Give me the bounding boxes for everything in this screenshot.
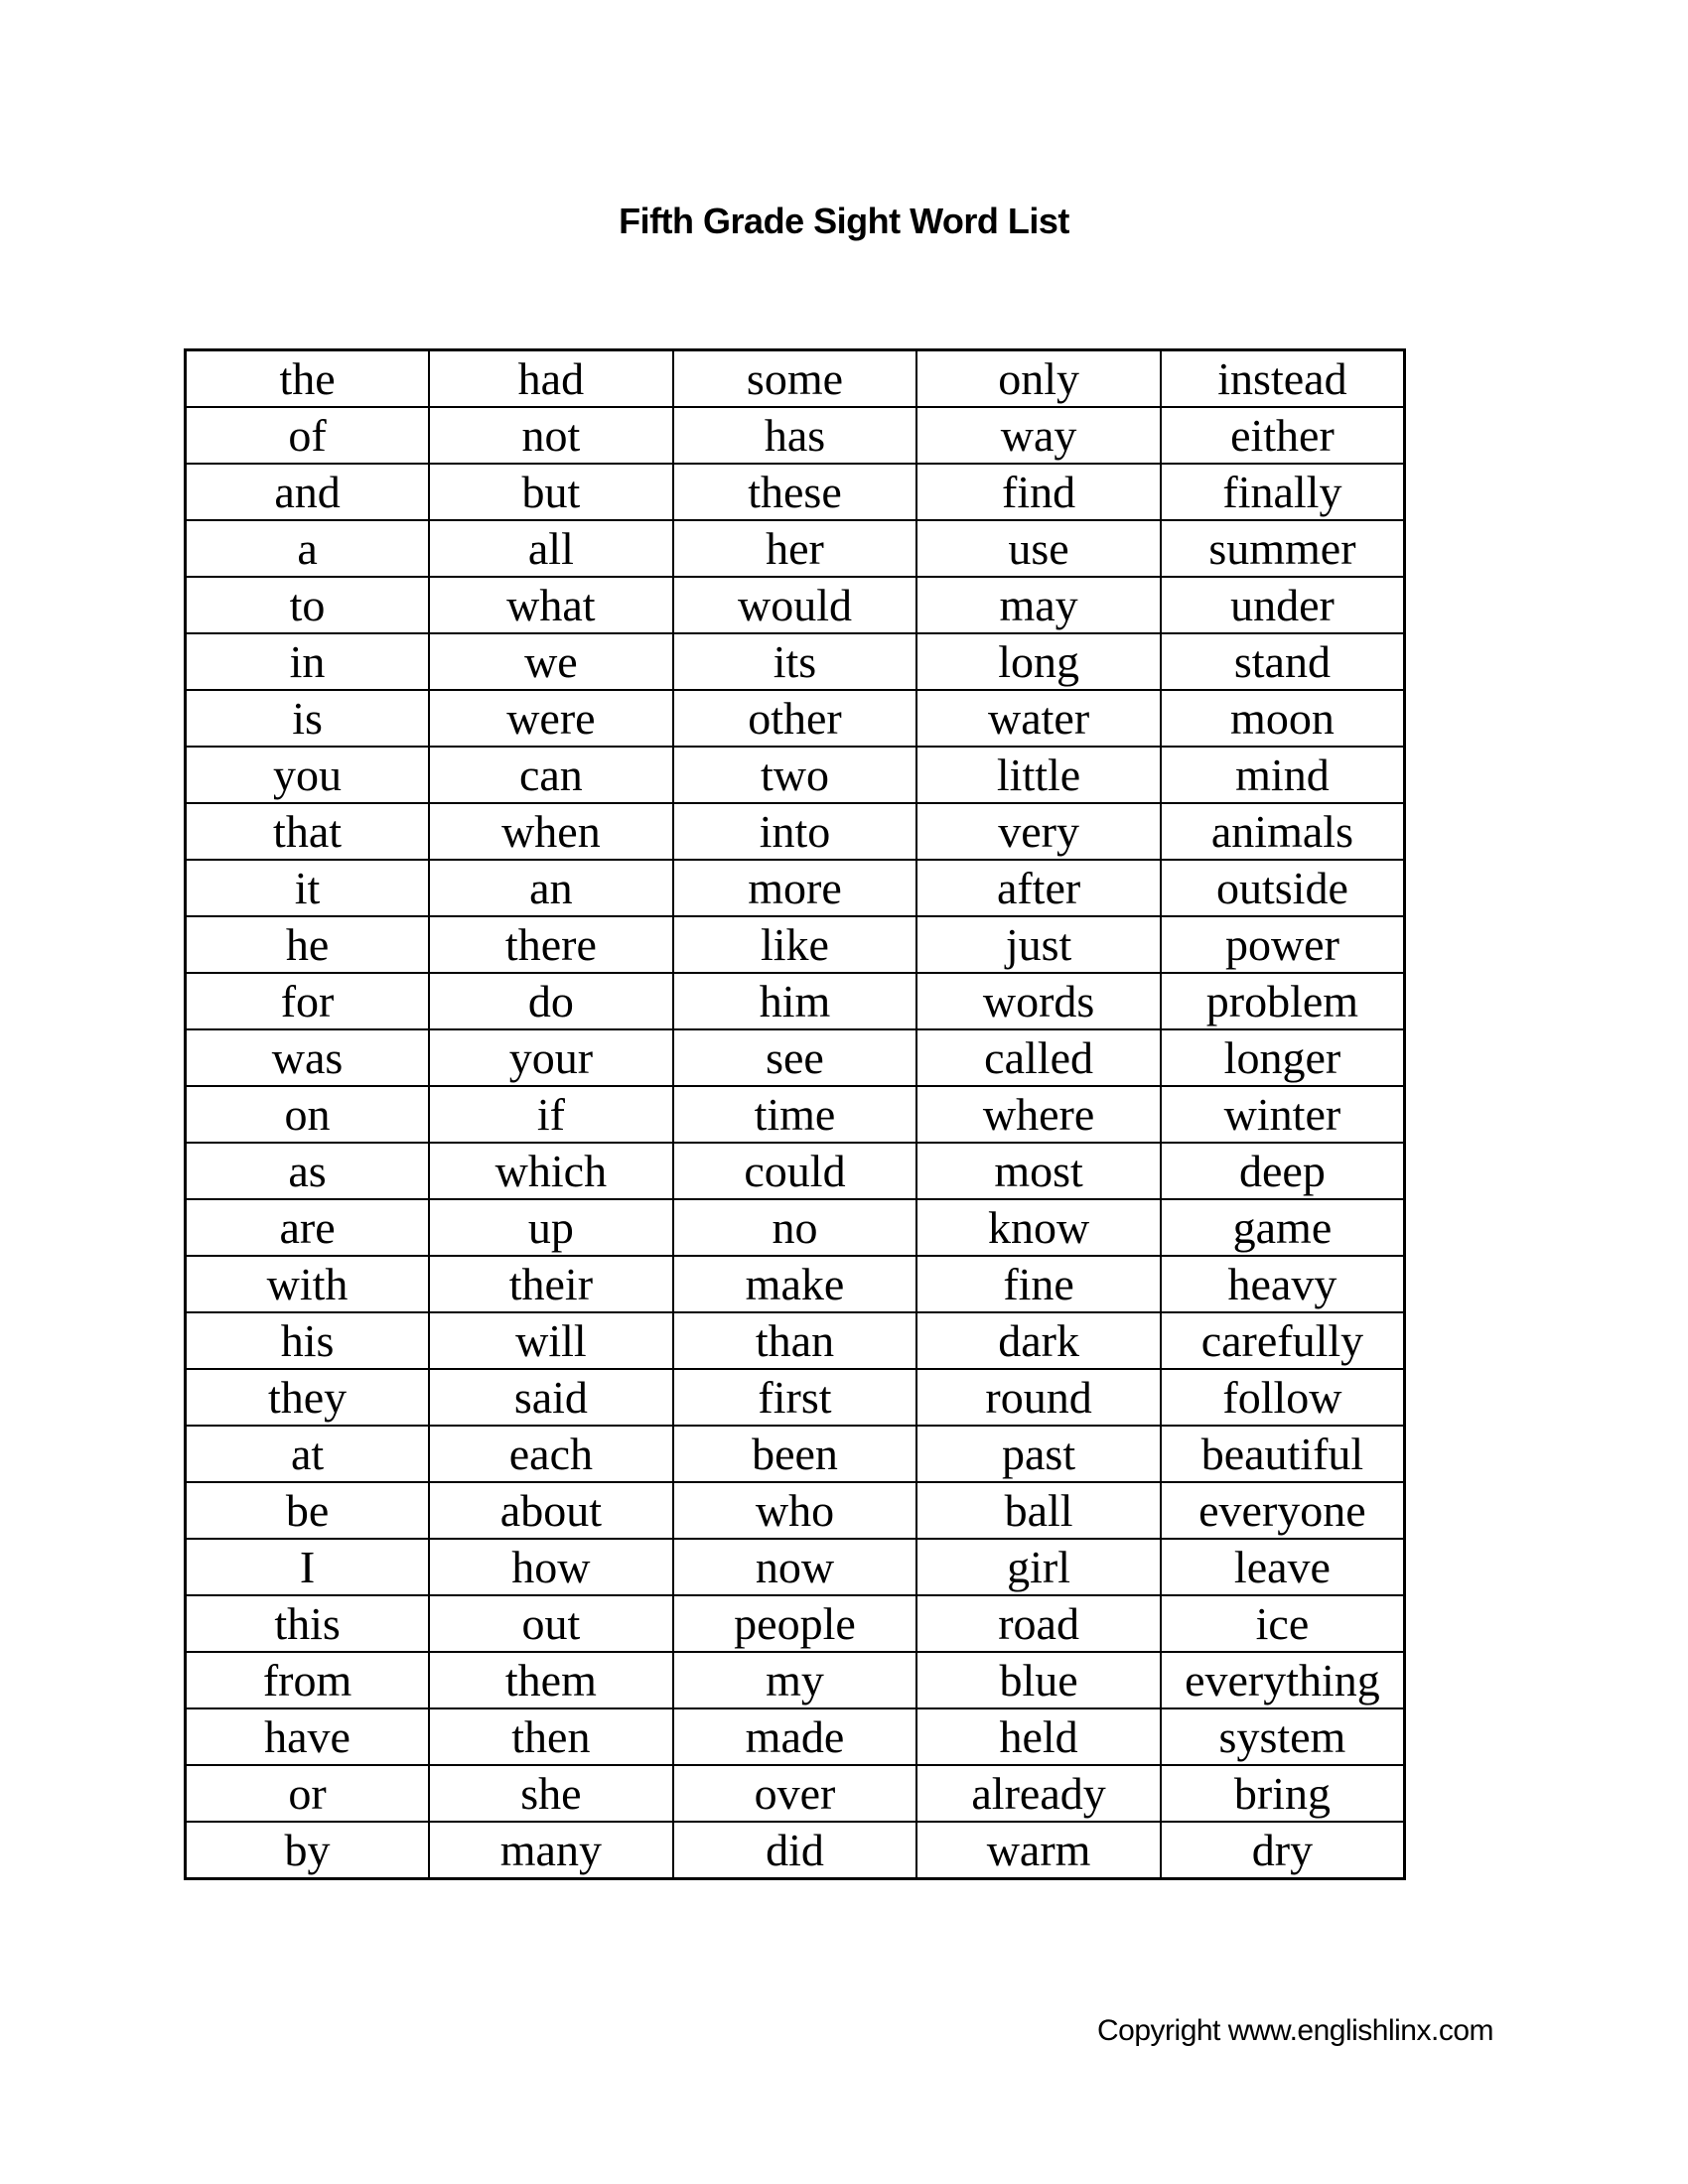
word-cell: we [429, 633, 673, 690]
word-cell: was [186, 1029, 430, 1086]
word-cell: it [186, 860, 430, 916]
word-cell: people [673, 1595, 917, 1652]
table-row [186, 803, 1405, 860]
word-cell: this [186, 1595, 430, 1652]
word-cell: little [916, 747, 1161, 803]
word-cell: system [1161, 1708, 1405, 1765]
word-cell: no [673, 1199, 917, 1256]
word-cell: follow [1161, 1369, 1405, 1426]
word-cell: now [673, 1539, 917, 1595]
word-cell: more [673, 860, 917, 916]
word-cell: but [429, 464, 673, 520]
word-cell: for [186, 973, 430, 1029]
word-cell: you [186, 747, 430, 803]
word-cell: problem [1161, 973, 1405, 1029]
word-cell: dry [1161, 1822, 1405, 1879]
word-cell: they [186, 1369, 430, 1426]
word-cell: each [429, 1426, 673, 1482]
word-cell: power [1161, 916, 1405, 973]
word-cell: way [916, 407, 1161, 464]
word-cell: have [186, 1708, 430, 1765]
word-cell: is [186, 690, 430, 747]
word-cell: long [916, 633, 1161, 690]
word-cell: after [916, 860, 1161, 916]
word-cell: dark [916, 1312, 1161, 1369]
table-row [186, 1426, 1405, 1482]
word-cell: either [1161, 407, 1405, 464]
word-cell: not [429, 407, 673, 464]
word-cell: stand [1161, 633, 1405, 690]
table-row [186, 1595, 1405, 1652]
word-cell: leave [1161, 1539, 1405, 1595]
word-cell: who [673, 1482, 917, 1539]
word-cell: very [916, 803, 1161, 860]
word-cell: and [186, 464, 430, 520]
word-cell: then [429, 1708, 673, 1765]
word-cell: from [186, 1652, 430, 1708]
table-row [186, 747, 1405, 803]
word-cell: deep [1161, 1143, 1405, 1199]
word-cell: when [429, 803, 673, 860]
word-cell: as [186, 1143, 430, 1199]
word-cell: mind [1161, 747, 1405, 803]
word-cell: instead [1161, 350, 1405, 408]
word-cell: I [186, 1539, 430, 1595]
word-cell: a [186, 520, 430, 577]
word-cell: there [429, 916, 673, 973]
word-cell: into [673, 803, 917, 860]
word-cell: their [429, 1256, 673, 1312]
word-cell: winter [1161, 1086, 1405, 1143]
table-row [186, 1652, 1405, 1708]
word-cell: blue [916, 1652, 1161, 1708]
word-cell: some [673, 350, 917, 408]
word-cell: many [429, 1822, 673, 1879]
word-cell: his [186, 1312, 430, 1369]
table-row [186, 1765, 1405, 1822]
word-cell: or [186, 1765, 430, 1822]
word-cell: everyone [1161, 1482, 1405, 1539]
word-cell: be [186, 1482, 430, 1539]
word-cell: summer [1161, 520, 1405, 577]
word-cell: could [673, 1143, 917, 1199]
word-cell: most [916, 1143, 1161, 1199]
word-cell: about [429, 1482, 673, 1539]
table-row [186, 577, 1405, 633]
word-cell: two [673, 747, 917, 803]
word-cell: that [186, 803, 430, 860]
word-cell: moon [1161, 690, 1405, 747]
word-cell: how [429, 1539, 673, 1595]
word-cell: only [916, 350, 1161, 408]
word-cell: carefully [1161, 1312, 1405, 1369]
word-cell: up [429, 1199, 673, 1256]
word-cell: held [916, 1708, 1161, 1765]
word-cell: are [186, 1199, 430, 1256]
word-cell: had [429, 350, 673, 408]
table-row [186, 1256, 1405, 1312]
word-cell: time [673, 1086, 917, 1143]
table-row [186, 973, 1405, 1029]
page-title: Fifth Grade Sight Word List [619, 201, 1069, 241]
word-cell: the [186, 350, 430, 408]
sight-word-table [184, 348, 1406, 1880]
word-cell: these [673, 464, 917, 520]
word-cell: like [673, 916, 917, 973]
sight-word-table-body [186, 350, 1405, 1879]
word-cell: were [429, 690, 673, 747]
word-cell: can [429, 747, 673, 803]
word-cell: past [916, 1426, 1161, 1482]
table-row [186, 633, 1405, 690]
word-cell: out [429, 1595, 673, 1652]
word-cell: your [429, 1029, 673, 1086]
word-cell: heavy [1161, 1256, 1405, 1312]
word-cell: outside [1161, 860, 1405, 916]
word-cell: her [673, 520, 917, 577]
word-cell: him [673, 973, 917, 1029]
word-cell: everything [1161, 1652, 1405, 1708]
table-row [186, 690, 1405, 747]
table-row [186, 1029, 1405, 1086]
word-cell: in [186, 633, 430, 690]
word-cell: at [186, 1426, 430, 1482]
table-row [186, 1708, 1405, 1765]
table-row [186, 860, 1405, 916]
word-cell: on [186, 1086, 430, 1143]
word-cell: warm [916, 1822, 1161, 1879]
word-cell: where [916, 1086, 1161, 1143]
copyright-text: Copyright www.englishlinx.com [1097, 2014, 1493, 2047]
word-cell: first [673, 1369, 917, 1426]
word-cell: of [186, 407, 430, 464]
table-row [186, 1369, 1405, 1426]
word-cell: with [186, 1256, 430, 1312]
word-cell: called [916, 1029, 1161, 1086]
word-cell: has [673, 407, 917, 464]
word-cell: my [673, 1652, 917, 1708]
table-row [186, 1199, 1405, 1256]
table-row [186, 1539, 1405, 1595]
table-row [186, 916, 1405, 973]
word-cell: said [429, 1369, 673, 1426]
word-cell: just [916, 916, 1161, 973]
table-row [186, 520, 1405, 577]
table-row [186, 1312, 1405, 1369]
word-cell: than [673, 1312, 917, 1369]
word-cell: she [429, 1765, 673, 1822]
word-cell: which [429, 1143, 673, 1199]
word-cell: them [429, 1652, 673, 1708]
word-cell: make [673, 1256, 917, 1312]
word-cell: ball [916, 1482, 1161, 1539]
word-cell: under [1161, 577, 1405, 633]
word-cell: other [673, 690, 917, 747]
word-cell: made [673, 1708, 917, 1765]
word-cell: may [916, 577, 1161, 633]
table-row [186, 1143, 1405, 1199]
word-cell: do [429, 973, 673, 1029]
word-cell: game [1161, 1199, 1405, 1256]
word-cell: round [916, 1369, 1161, 1426]
word-cell: animals [1161, 803, 1405, 860]
word-cell: he [186, 916, 430, 973]
word-cell: will [429, 1312, 673, 1369]
word-cell: beautiful [1161, 1426, 1405, 1482]
word-cell: longer [1161, 1029, 1405, 1086]
word-cell: finally [1161, 464, 1405, 520]
word-cell: words [916, 973, 1161, 1029]
table-row [186, 1482, 1405, 1539]
word-cell: use [916, 520, 1161, 577]
word-cell: see [673, 1029, 917, 1086]
word-cell: over [673, 1765, 917, 1822]
word-cell: would [673, 577, 917, 633]
word-cell: already [916, 1765, 1161, 1822]
word-cell: fine [916, 1256, 1161, 1312]
word-cell: to [186, 577, 430, 633]
word-cell: if [429, 1086, 673, 1143]
word-cell: an [429, 860, 673, 916]
word-cell: bring [1161, 1765, 1405, 1822]
table-row [186, 1086, 1405, 1143]
word-cell: find [916, 464, 1161, 520]
word-cell: by [186, 1822, 430, 1879]
table-row [186, 350, 1405, 408]
word-cell: ice [1161, 1595, 1405, 1652]
word-cell: what [429, 577, 673, 633]
word-cell: water [916, 690, 1161, 747]
word-cell: girl [916, 1539, 1161, 1595]
table-row [186, 464, 1405, 520]
word-cell: did [673, 1822, 917, 1879]
table-row [186, 407, 1405, 464]
word-cell: its [673, 633, 917, 690]
word-cell: know [916, 1199, 1161, 1256]
word-cell: all [429, 520, 673, 577]
word-cell: been [673, 1426, 917, 1482]
word-cell: road [916, 1595, 1161, 1652]
table-row [186, 1822, 1405, 1879]
